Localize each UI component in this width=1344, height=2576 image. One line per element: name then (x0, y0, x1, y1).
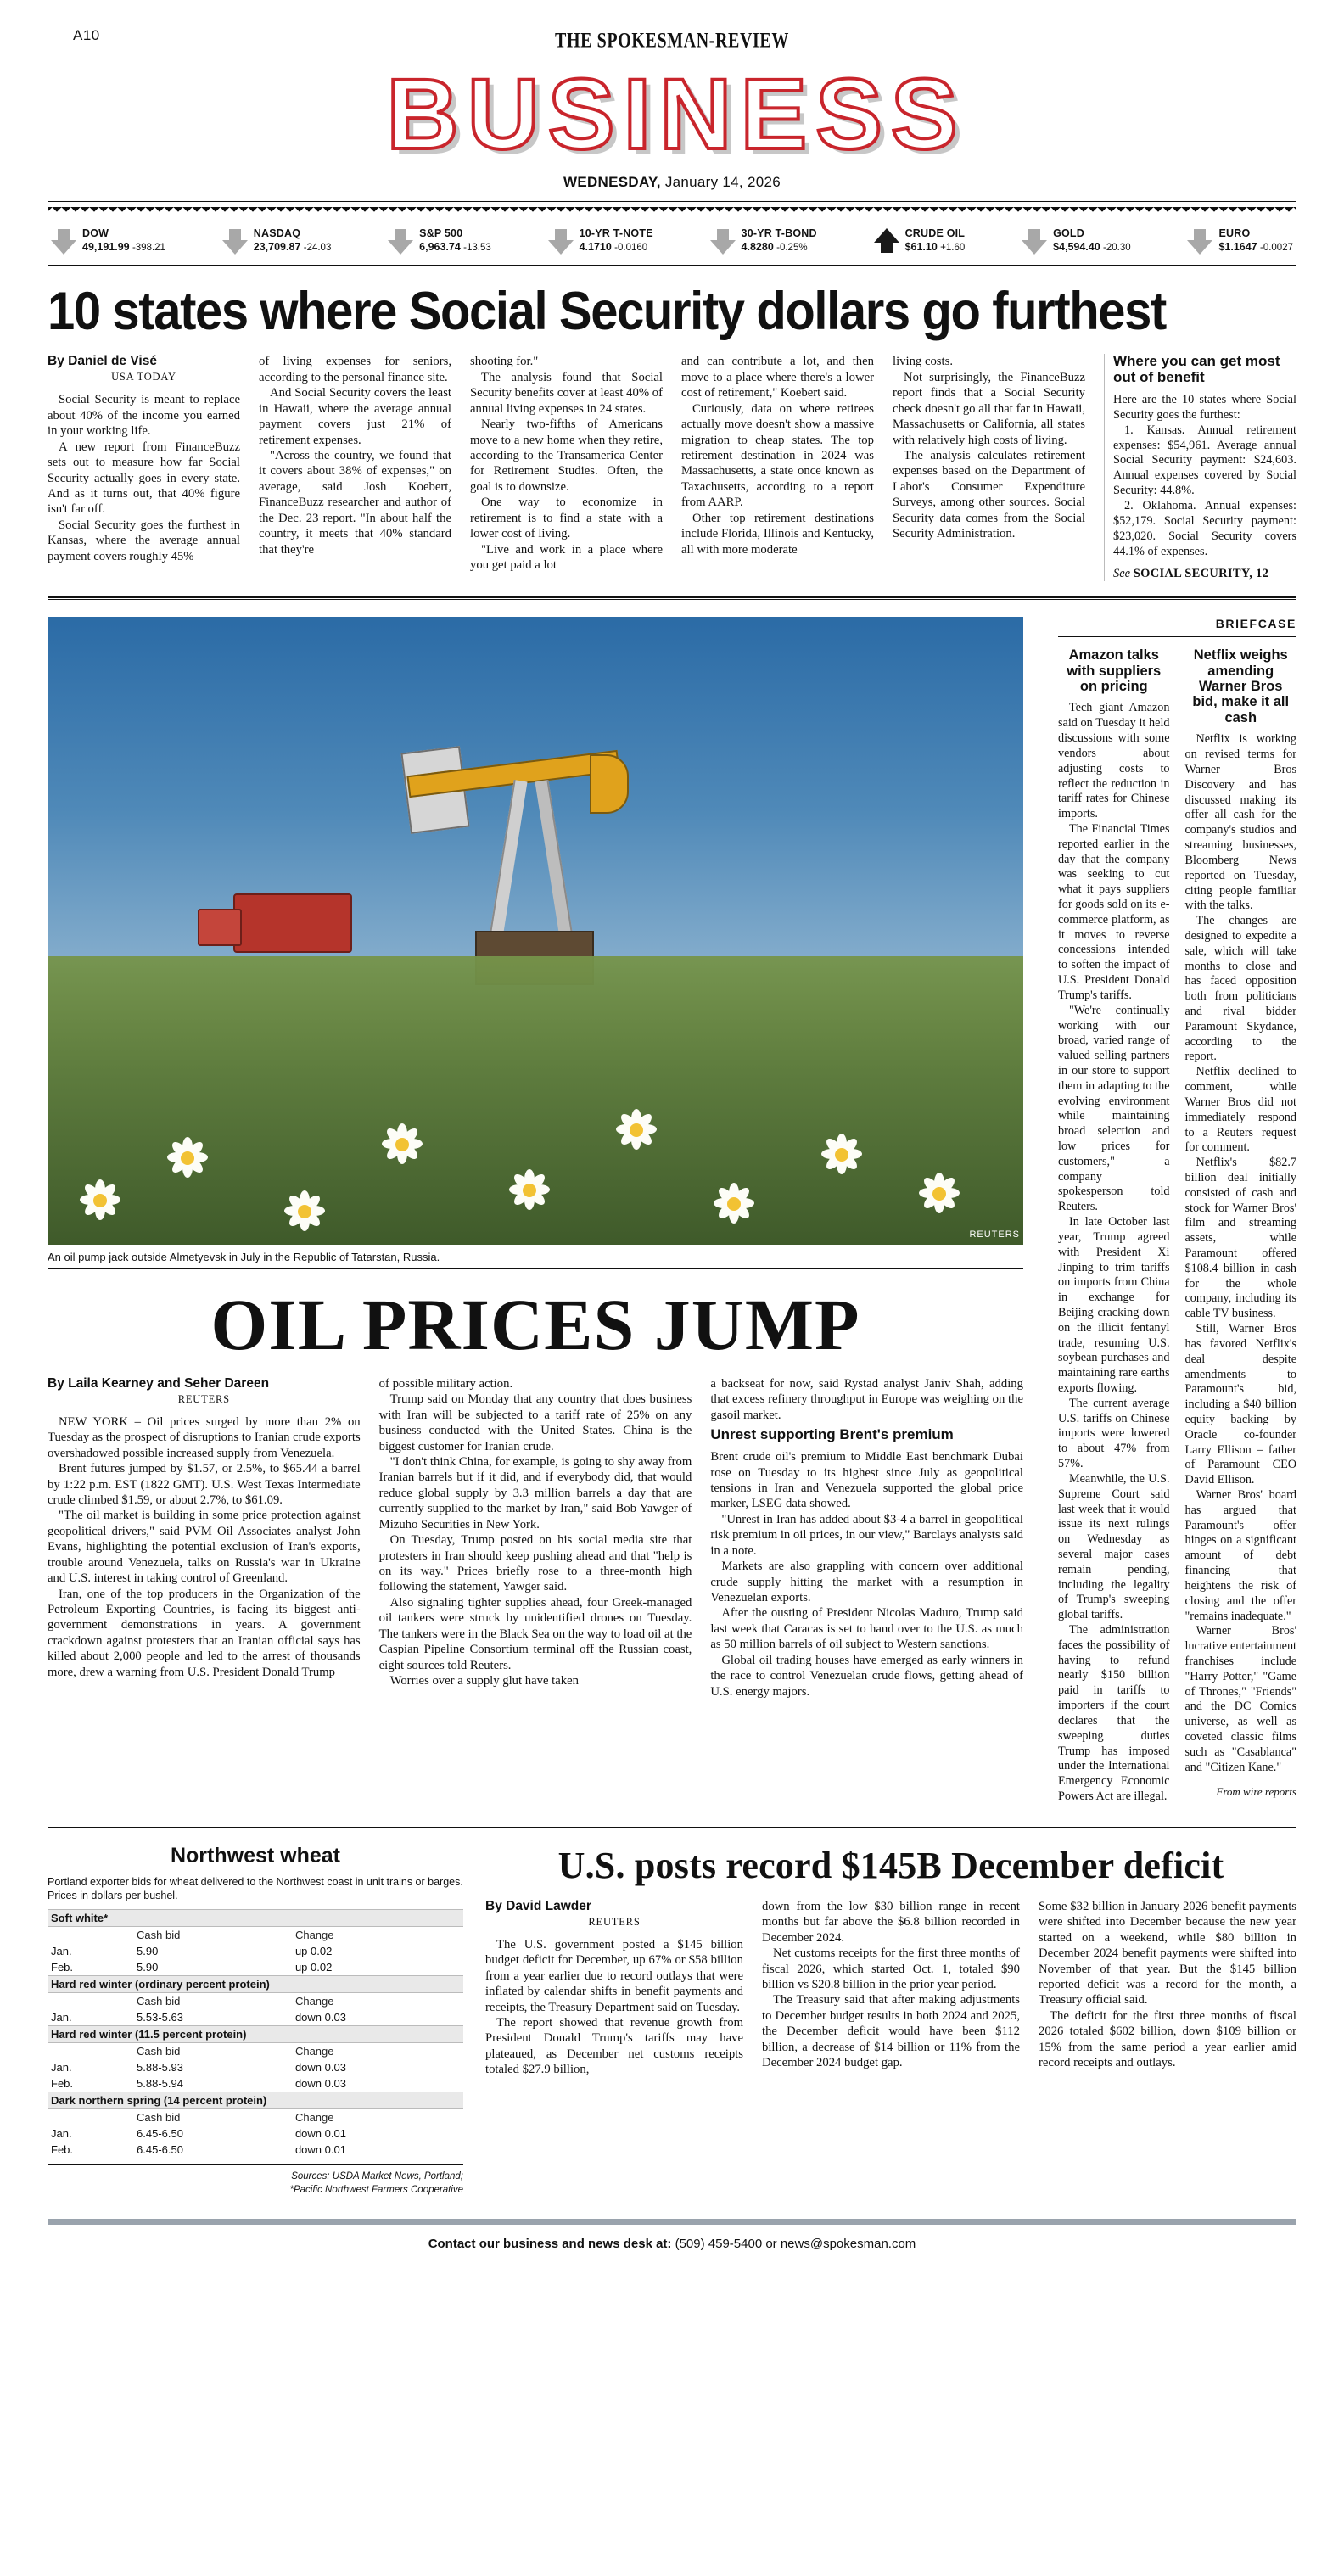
paragraph: Other top retirement destinations include Florida, Illinois and Kentucky, all with more moderate (681, 511, 874, 557)
oil-column-2 (379, 1376, 692, 1700)
wheat-header: Change (294, 1995, 334, 2008)
paragraph: Curiously, data on where retirees actually move doesn't show a massive migration to cheap states. The top retirement destination in 2024 was Massachusetts, a state once known as Taxachusetts, according to a report from AARP. (681, 401, 874, 510)
dateline-date: January 14, 2026 (660, 174, 781, 191)
ticker-change: +1.60 (940, 243, 966, 254)
paragraph: Here are the 10 states where Social Security goes the furthest: (1113, 392, 1296, 422)
lead-sidebar (1104, 354, 1296, 581)
paragraph: The analysis calculates retirement expenses based on the Department of Labor's Consumer Expenditure Surveys, among other sources. Social Security data comes from the Social Security Administration. (893, 448, 1085, 541)
deficit-columns (485, 1899, 1296, 2078)
ticker-values (1218, 241, 1293, 253)
wheat-header (48, 1927, 133, 1944)
wheat-header: Cash bid (137, 2111, 181, 2125)
masthead (48, 0, 1296, 217)
oil-story-columns (48, 1376, 1023, 1700)
wheat-month: Jan. (51, 1945, 72, 1958)
paragraph: "Unrest in Iran has added about $3-4 a barrel in geopolitical risk premium in oil prices, in our view," Barclays analysts said in a note. (710, 1512, 1023, 1558)
wheat-bid: 5.88-5.93 (137, 2061, 183, 2075)
paragraph: "Across the country, we found that it covers about 38% of expenses," on average, said Josh Koebert, FinanceBuzz researcher and author of the Dec. 23 report. "In about half the country, it meets that 40% standard that they're (259, 448, 451, 557)
wheat-month: Feb. (51, 1961, 74, 1974)
paragraph: living costs. (893, 355, 953, 369)
deficit-column-3 (1039, 1899, 1296, 2078)
wheat-title: Northwest wheat (170, 1843, 341, 1868)
photo-caption: An oil pump jack outside Almetyevsk in July in the Republic of Tatarstan, Russia. (48, 1251, 1023, 1269)
paragraph: Social Security is meant to replace about 40% of the income you earned in your working life. (48, 393, 240, 439)
wheat-header (48, 2043, 133, 2060)
bottom-section (48, 1827, 1296, 2198)
wheat-header: Change (294, 2045, 334, 2058)
ticker-item[interactable] (388, 227, 491, 255)
briefcase-item (1058, 647, 1170, 1805)
wheat-change: down 0.01 (294, 2143, 346, 2157)
ticker-name: NASDAQ (253, 227, 301, 240)
wheat-group-name: Hard red winter (11.5 percent protein) (48, 2026, 463, 2043)
paragraph: And Social Security covers the least in Hawaii, where the average annual payment covers just 21% of retirement expenses. (259, 386, 451, 447)
ticker-item[interactable] (222, 227, 332, 255)
wheat-bid: 5.88-5.94 (137, 2077, 183, 2091)
ticker-value: 4.8280 (741, 241, 774, 254)
ticker-value: $1.1647 (1218, 241, 1257, 254)
deficit-byline: By David Lawder (485, 1898, 591, 1913)
table-row (48, 1943, 463, 1959)
footer-contact[interactable] (48, 2237, 1296, 2251)
paragraph: Nearly two-fifths of Americans move to a new home when they retire, according to the Transamerica Center for Retirement Studies. Often, the goal is to downsize. (470, 417, 663, 494)
ticker-values (82, 241, 165, 253)
wheat-source-note: *Pacific Northwest Farmers Cooperative (289, 2184, 463, 2195)
ticker-value: $61.10 (904, 241, 938, 254)
jump-label: SOCIAL SECURITY, 12 (1133, 567, 1269, 581)
wheat-table-block (48, 1844, 463, 2198)
section-title: BUSINESS (386, 59, 966, 171)
paragraph: Net customs receipts for the first three months of fiscal 2026, which started Oct. 1, totaled $90 billion vs $20.8 billion in the prior year period. (762, 1946, 1020, 1991)
arrow-down-icon (548, 229, 574, 255)
wheat-month: Jan. (51, 2011, 72, 2024)
ticker-change: -20.30 (1103, 243, 1131, 254)
briefcase-item (1185, 647, 1297, 1805)
jump-line[interactable] (1113, 567, 1296, 581)
paragraph: One way to economize in retirement is to find a state with a lower cost of living. (470, 496, 663, 541)
ticker-name: DOW (82, 227, 109, 240)
wheat-header: Cash bid (137, 1995, 181, 2008)
arrow-down-icon (51, 229, 76, 255)
wheat-table (48, 1909, 463, 2158)
lead-column-3 (470, 354, 663, 581)
paper-name: THE SPOKESMAN-REVIEW (555, 29, 789, 53)
daisy-field (48, 893, 1023, 1245)
photo-credit: REUTERS (969, 1229, 1020, 1240)
arrow-up-icon (874, 229, 899, 255)
ticker-value: 23,709.87 (253, 241, 301, 254)
page-folio: A10 (73, 27, 100, 43)
wheat-change: down 0.01 (294, 2127, 346, 2141)
paragraph: shooting for." (470, 355, 539, 369)
briefcase-sidebar (1044, 617, 1296, 1805)
paragraph: Not surprisingly, the FinanceBuzz report finds that a Social Security check doesn't go all that far in Hawaii, Massachusetts or California, all states with relatively high costs of living. (893, 370, 1085, 447)
ticker-values (254, 241, 332, 253)
lead-byline-org: USA TODAY (111, 371, 176, 384)
oil-subhead: Unrest supporting Brent's premium (710, 1426, 954, 1443)
ticker-change: -13.53 (463, 243, 491, 254)
ticker-item[interactable] (710, 227, 817, 255)
oil-column-3 (710, 1376, 1023, 1700)
wheat-bid: 6.45-6.50 (137, 2127, 183, 2141)
paragraph: In late October last year, Trump agreed with President Xi Jinping to trim tariffs on imports from China in exchange for Beijing cracking down on the illicit fentanyl trade, resuming U.S. soybean purchases and maintaining rare earths exports flowing. (1058, 1215, 1170, 1396)
paragraph: A new report from FinanceBuzz sets out to measure how far Social Security actually goes in every state. And as it turns out, that 40% figure isn't far off. (48, 440, 240, 517)
lead-story (48, 354, 1296, 581)
lead-byline: By Daniel de Visé (48, 354, 157, 369)
wheat-header (48, 1993, 133, 2010)
paragraph: After the ousting of President Nicolas Maduro, Trump said last week that Caracas is set to hand over to the U.S. as much as 50 million barrels of oil subject to Western sanctions. (710, 1606, 1023, 1652)
paragraph: Still, Warner Bros has favored Netflix's deal despite amendments to Paramount's bid, including a $40 billion equity backing by Oracle co-founder Larry Ellison – father of Paramount CEO David Ellison. (1184, 1322, 1296, 1487)
table-row (48, 2009, 463, 2026)
paragraph: Netflix's $82.7 billion deal initially consisted of cash and stock for Warner Bros' film and streaming assets, while Paramount offered $108.4 billion in cash for the whole company, including its cable TV business. (1184, 1156, 1296, 1321)
paragraph: Warner Bros' board has argued that Paramount's offer hinges on a significant amount of debt financing that heightens the risk of closing and the offer "remains inadequate." (1184, 1488, 1296, 1623)
ticker-values (905, 241, 966, 253)
wheat-month: Feb. (51, 2077, 74, 2091)
masthead-rule (48, 201, 1296, 202)
paragraph: On Tuesday, Trump posted on his social media site that protesters in Iran should keep pushing ahead and that "help is on its way." Prices briefly rose to a three-month high following the statement, Yawger said. (378, 1533, 692, 1594)
dateline (48, 174, 1296, 191)
paragraph: a backseat for now, said Rystad analyst Janiv Shah, adding that excess refinery throughput in Europe was weighing on the gasoil market. (710, 1376, 1023, 1422)
paragraph: The U.S. government posted a $145 billion budget deficit for December, up 67% or $58 billion from a year earlier due to record outlays that were inflated by calendar shifts in benefit payments and receipts, the Treasury Department said on Tuesday. (485, 1937, 743, 2014)
wheat-header: Cash bid (137, 2045, 181, 2058)
lead-column-2 (259, 354, 451, 581)
paragraph: The deficit for the first three months of fiscal 2026 totaled $602 billion, down $109 billion or 15% from the same period a year earlier amid record receipts and outlays. (1039, 2008, 1296, 2070)
paragraph: The Treasury said that after making adjustments to December budget results in both 2024 and 2025, the December deficit would have been $112 billion, a decrease of $14 billion or 11% from the December 2024 budget gap. (762, 1993, 1020, 2070)
middle-section (48, 617, 1296, 1805)
lead-column-1 (48, 354, 240, 581)
deficit-byline-org: REUTERS (588, 1915, 641, 1928)
arrow-down-icon (1022, 229, 1047, 255)
paragraph: Brent crude oil's premium to Middle East benchmark Dubai rose on Tuesday to its highest since July as geopolitical tensions in Iran and Venezuela supported the global price marker, LSEG data showed. (710, 1450, 1023, 1511)
deficit-column-1 (485, 1899, 743, 2078)
sawtooth-divider (48, 207, 1296, 217)
paragraph: Tech giant Amazon said on Tuesday it held discussions with some vendors about adjusting costs to reflect the reduction in tariff rates for Chinese imports. (1058, 701, 1170, 821)
table-row (48, 2059, 463, 2075)
dateline-day: WEDNESDAY, (563, 174, 661, 191)
wheat-change: down 0.03 (294, 2077, 346, 2091)
paragraph: The current average U.S. tariffs on Chinese imports were lowered to about 47% from 57%. (1058, 1396, 1170, 1471)
wheat-month: Feb. (51, 2143, 74, 2157)
ticker-item[interactable] (1022, 227, 1131, 255)
paragraph: The analysis found that Social Security benefits cover at least 40% of annual living expenses in 24 states. (470, 370, 663, 416)
briefcase-headline: Netflix weighs amending Warner Bros bid, make it all cash (1192, 647, 1290, 725)
ticker-item[interactable] (1187, 227, 1293, 255)
wheat-source-line: Sources: USDA Market News, Portland; (291, 2171, 463, 2182)
ticker-value: $4,594.40 (1053, 241, 1100, 254)
deficit-headline: U.S. posts record $145B December deficit (557, 1844, 1224, 1886)
sidebar-headline: Where you can get most out of benefit (1113, 353, 1280, 386)
briefcase-title: BRIEFCASE (1058, 617, 1296, 637)
briefcase-headline: Amazon talks with suppliers on pricing (1067, 647, 1162, 694)
oil-pump-photo (48, 617, 1023, 1245)
wheat-bid: 5.53-5.63 (137, 2011, 183, 2024)
paragraph: The Financial Times reported earlier in the day that the company was seeking to cut what it pays suppliers for goods sold on its e-commerce platform, as it moves to reverse concessions intended to soften the impact of U.S. President Donald Trump's tariffs. (1058, 821, 1170, 1002)
deficit-column-2 (762, 1899, 1020, 2078)
wheat-group-name: Soft white* (48, 1910, 463, 1927)
ticker-change: -398.21 (132, 243, 165, 254)
arrow-down-icon (1187, 229, 1212, 255)
wheat-bid: 5.90 (137, 1961, 159, 1974)
paragraph: Social Security goes the furthest in Kansas, where the average annual payment covers roughly 45% (48, 518, 240, 563)
footer-contact-value: (509) 459-5400 or news@spokesman.com (671, 2237, 916, 2252)
jump-prefix: See (1113, 567, 1134, 581)
paragraph: Markets are also grappling with concern over additional crude supply hitting the market with a resumption in Venezuelan exports. (710, 1560, 1023, 1605)
wheat-change: up 0.02 (294, 1961, 333, 1974)
section-divider (48, 596, 1296, 600)
paragraph: Worries over a supply glut have taken (389, 1674, 579, 1688)
ticker-values (580, 241, 653, 253)
paragraph: 2. Oklahoma. Annual expenses: $52,179. Social Security payment: $23,020. Social Security covers 44.1% of expenses. (1113, 499, 1296, 559)
briefcase-items (1058, 647, 1296, 1805)
wheat-bid: 5.90 (137, 1945, 159, 1958)
ticker-name: 10-YR T-NOTE (579, 227, 653, 240)
paragraph: Brent futures jumped by $1.57, or 2.5%, to $65.44 a barrel by 1:22 p.m. EST (1822 GMT). U.S. West Texas Intermediate crude climbed $1.59, or about 2.7%, to $61.09. (48, 1462, 361, 1507)
wheat-change: down 0.03 (294, 2061, 346, 2075)
arrow-down-icon (222, 229, 248, 255)
paragraph: Warner Bros' lucrative entertainment franchises include "Harry Potter," "Game of Thrones," "Friends" and the DC Comics universe, as well as coveted classic films such as "Casablanca" and "Citizen Kane." (1184, 1624, 1296, 1774)
oil-byline: By Laila Kearney and Seher Dareen (48, 1375, 270, 1391)
arrow-down-icon (388, 229, 413, 255)
table-row (48, 1959, 463, 1976)
paragraph: Meanwhile, the U.S. Supreme Court said last week that it would issue its next rulings on Wednesday as several major cases remain pending, including the legality of Trump's sweeping global tariffs. (1058, 1471, 1170, 1622)
lead-column-4 (681, 354, 874, 581)
ticker-change: -0.0027 (1259, 243, 1293, 254)
paragraph: 1. Kansas. Annual retirement expenses: $54,961. Average annual Social Security payment: $24,603. Annual expenses covered by Social Security: 44.8%. (1113, 423, 1296, 498)
paragraph: The administration faces the possibility of having to refund nearly $150 billion paid in tariffs to importers if the court declares that the sweeping duties Trump has imposed under the International Emergency Economic Powers Act are illegal. (1058, 1623, 1170, 1803)
paragraph: Trump said on Monday that any country that does business with Iran will be subjected to a tariff rate of 25% on any business conducted with the United States. China is the biggest customer for Iranian crude. (378, 1392, 692, 1453)
wheat-group-name: Hard red winter (ordinary percent protein) (48, 1976, 463, 1993)
market-ticker (48, 217, 1296, 263)
wheat-change: down 0.03 (294, 2011, 346, 2024)
oil-column-1 (48, 1376, 361, 1700)
paragraph: "We're continually working with our broad, varied range of valued selling partners in our store to support them in adapting to the evolving environment while maintaining broad selection and low prices for customers," a company spokesperson told Reuters. (1058, 1003, 1170, 1214)
arrow-down-icon (710, 229, 736, 255)
oil-byline-org: REUTERS (177, 1392, 230, 1405)
wheat-source (48, 2164, 463, 2197)
wheat-month: Jan. (51, 2061, 72, 2075)
page-footer (48, 2219, 1296, 2266)
ticker-name: GOLD (1053, 227, 1084, 240)
paragraph: down from the low $30 billion range in recent months but far above the $6.8 billion recorded in December 2024. (762, 1899, 1020, 1945)
ticker-change: -24.03 (303, 243, 332, 254)
paragraph: "The oil market is building in some price protection against geopolitical drivers," said PVM Oil Associates analyst John Evans, highlighting the potential exclusion of Iran's exports, trouble around Venezuela, talks on Russia's war in Ukraine and U.S. interest in taking control of Greenland. (48, 1509, 361, 1586)
table-row (48, 2142, 463, 2158)
paragraph: Netflix is working on revised terms for Warner Bros Discovery and has discussed making its offer all cash for the company's studios and streaming businesses, Bloomberg News reported on Tuesday, citing people familiar with the talks. (1184, 732, 1296, 913)
wheat-subtitle: Portland exporter bids for wheat delivered to the Northwest coast in unit trains or barges. Prices in dollars per bushel. (48, 1875, 463, 1902)
ticker-change: -0.0160 (614, 243, 648, 254)
wheat-group-name: Dark northern spring (14 percent protein) (48, 2092, 463, 2109)
paragraph: "Live and work in a place where you get paid a lot (470, 542, 663, 573)
oil-story-block (48, 617, 1023, 1805)
wheat-header: Change (294, 1929, 334, 1942)
wheat-header: Cash bid (137, 1929, 181, 1942)
table-row (48, 2075, 463, 2092)
paragraph: and can contribute a lot, and then move to a place where there's a lower cost of retirement," Koebert said. (681, 355, 874, 400)
table-row (48, 2125, 463, 2142)
ticker-item[interactable] (874, 227, 966, 255)
ticker-item[interactable] (548, 227, 653, 255)
ticker-value: 6,963.74 (419, 241, 461, 254)
briefcase-source: From wire reports (1216, 1785, 1296, 1799)
ticker-bottom-rule (48, 265, 1296, 266)
ticker-values (742, 241, 817, 253)
ticker-name: S&P 500 (419, 227, 463, 240)
wheat-header: Change (294, 2111, 334, 2125)
wheat-month: Jan. (51, 2127, 72, 2141)
ticker-item[interactable] (51, 227, 165, 255)
ticker-change: -0.25% (776, 243, 808, 254)
footer-label: Contact our business and news desk at: (428, 2237, 672, 2252)
ticker-values (1053, 241, 1131, 253)
paragraph: Netflix declined to comment, while Warner Bros did not immediately respond to a Reuters request for comment. (1184, 1065, 1296, 1155)
paragraph: Global oil trading houses have emerged as early winners in the race to control Venezuelan crude flows, getting ahead of U.S. energy majors. (710, 1653, 1023, 1699)
paragraph: The changes are designed to expedite a sale, which will take months to close and has faced opposition both from politicians and rival bidder Paramount Skydance, according to the report. (1184, 914, 1296, 1064)
lead-headline: 10 states where Social Security dollars go furthest (48, 282, 1166, 342)
paragraph: The report showed that revenue growth from President Donald Trump's tariffs may have plateaued, as December net customs receipts totaled $27.9 billion, (485, 2015, 743, 2077)
ticker-value: 49,191.99 (82, 241, 130, 254)
paragraph: Iran, one of the top producers in the Organization of the Petroleum Exporting Countries, is facing its biggest anti-government demonstrations in years. A government crackdown against protesters that an Iranian official says has killed about 2,000 people and led to the arrest of thousands more, drew a warning from U.S. President Donald Trump (48, 1587, 361, 1679)
deficit-story-block (485, 1844, 1296, 2198)
wheat-change: up 0.02 (294, 1945, 333, 1958)
ticker-value: 4.1710 (579, 241, 612, 254)
ticker-name: CRUDE OIL (904, 227, 966, 240)
paragraph: "I don't think China, for example, is going to shy away from Iranian barrels but if it did, and if everybody did, that would reduce global supply by 3.3 million barrels a day that are currently supplied to the market by Iran," said Bob Yawger of Mizuho Securities in New York. (378, 1454, 692, 1532)
paragraph: Some $32 billion in January 2026 benefit payments were shifted into December because the new year started on a weekend, while $80 billion in December 2024 benefit payments were shifted into November of that year. But the $145 billion reported deficit was a record for the month, a Treasury official said. (1039, 1899, 1296, 2008)
wheat-bid: 6.45-6.50 (137, 2143, 183, 2157)
paragraph: of living expenses for seniors, according to the personal finance site. (259, 355, 451, 384)
photo-block (48, 617, 1023, 1269)
wheat-header (48, 2109, 133, 2126)
oil-headline: OIL PRICES JUMP (210, 1284, 860, 1366)
paragraph: NEW YORK – Oil prices surged by more than 2% on Tuesday as the prospect of disruptions to Iranian crude exports overshadowed possible increased supply from Venezuela. (48, 1414, 361, 1460)
lead-column-5 (893, 354, 1085, 581)
ticker-name: 30-YR T-BOND (741, 227, 817, 240)
ticker-name: EURO (1218, 227, 1251, 240)
paragraph: Also signaling tighter supplies ahead, four Greek-managed oil tankers were struck by unidentified drones on Tuesday. The tankers were in the Black Sea on the way to load oil at the Caspian Pipeline Consortium terminal off the Russian coast, eight sources told Reuters. (378, 1595, 692, 1672)
paragraph: of possible military action. (378, 1376, 513, 1391)
ticker-values (419, 241, 491, 253)
